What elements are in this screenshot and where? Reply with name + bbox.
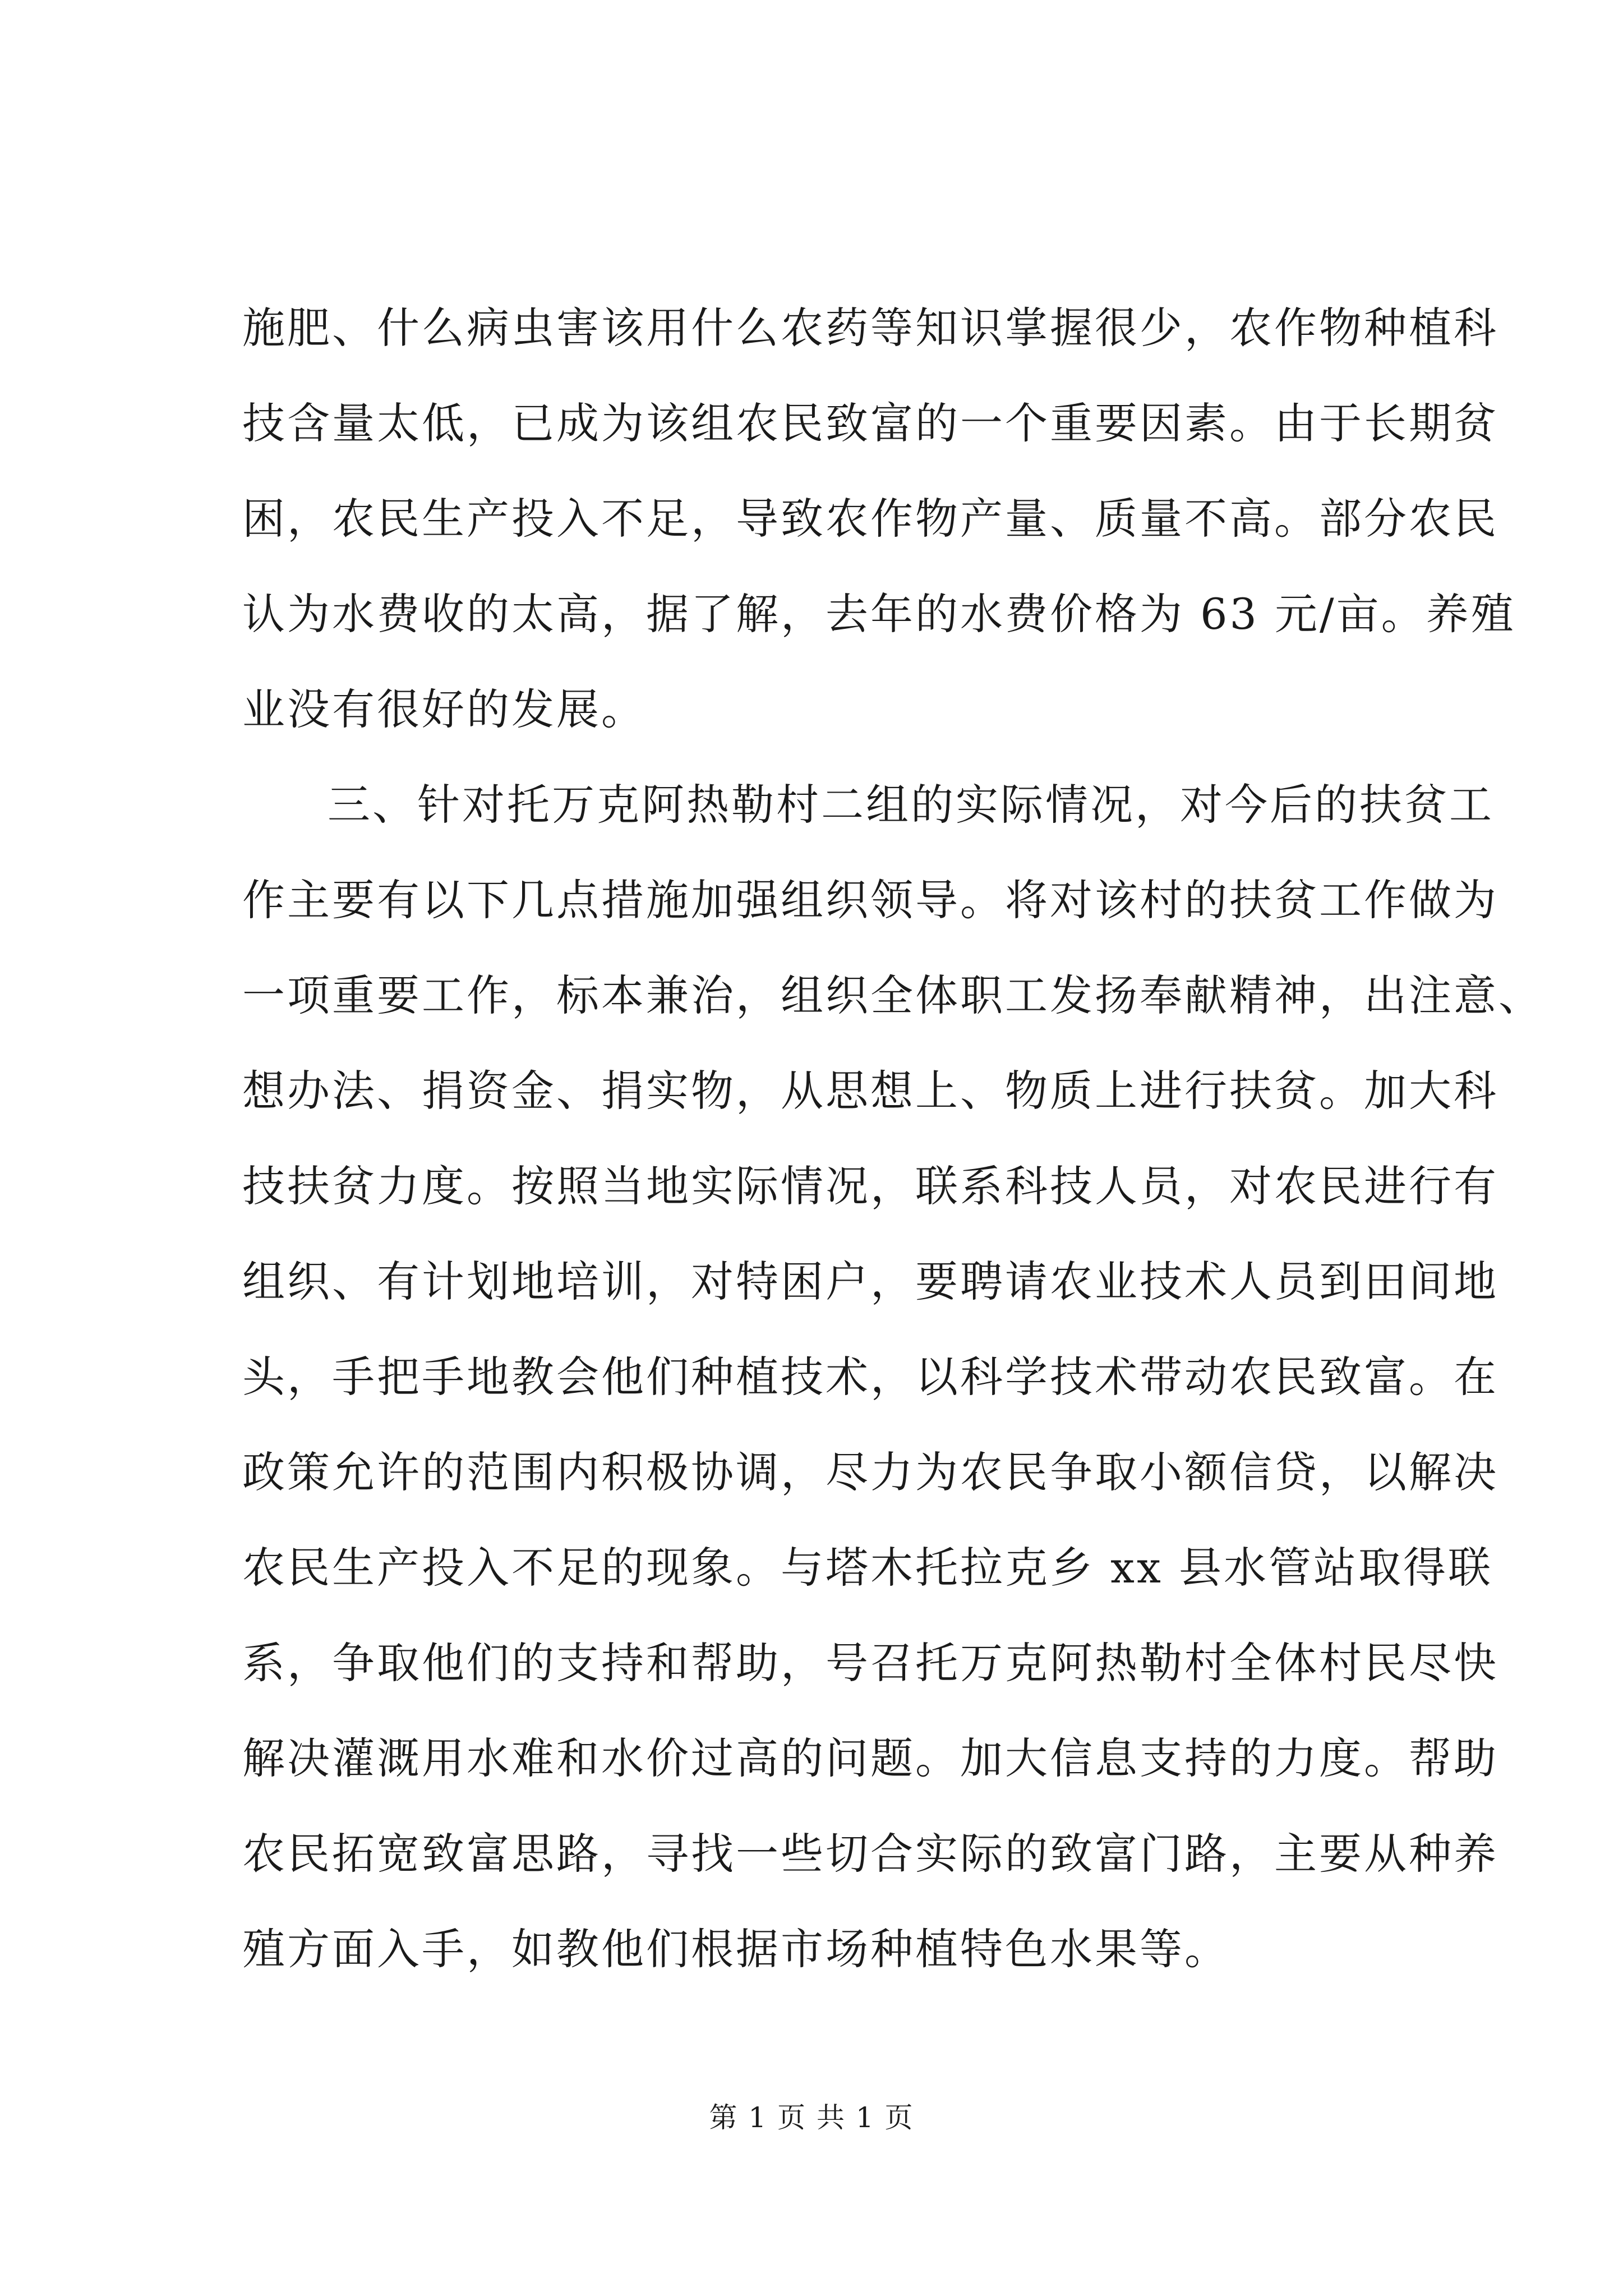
page-footer	[0, 2098, 1623, 2137]
text-line: 困，农民生产投入不足，导致农作物产量、质量不高。部分农民	[242, 494, 1498, 544]
text-line: 认为水费收的太高，据了解，去年的水费价格为 63 元/亩。养殖	[242, 589, 1516, 639]
text-line: 殖方面入手，如教他们根据市场种植特色水果等。	[242, 1924, 1229, 1974]
text-line: 想办法、捐资金、捐实物，从思想上、物质上进行扶贫。加大科	[242, 1066, 1498, 1116]
paragraph-2	[242, 757, 1543, 1997]
text-line: 一项重要工作，标本兼治，组织全体职工发扬奉献精神，出注意、	[242, 970, 1543, 1020]
text-line: 政策允许的范围内积极协调，尽力为农民争取小额信贷，以解决	[242, 1447, 1498, 1497]
text-line: 技含量太低，已成为该组农民致富的一个重要因素。由于长期贫	[242, 398, 1498, 448]
text-line: 业没有很好的发展。	[242, 684, 646, 734]
text-line: 组织、有计划地培训，对特困户，要聘请农业技术人员到田间地	[242, 1257, 1498, 1306]
text-line: 技扶贫力度。按照当地实际情况，联系科技人员，对农民进行有	[242, 1161, 1498, 1211]
text-line: 头，手把手地教会他们种植技术，以科学技术带动农民致富。在	[242, 1352, 1498, 1402]
page-number-label: 第 1 页 共 1 页	[709, 2101, 914, 2134]
body-text	[242, 280, 1543, 1997]
text-line: 作主要有以下几点措施加强组织领导。将对该村的扶贫工作做为	[242, 875, 1498, 925]
text-line: 解决灌溉用水难和水价过高的问题。加大信息支持的力度。帮助	[242, 1733, 1498, 1783]
text-line: 施肥、什么病虫害该用什么农药等知识掌握很少，农作物种植科	[242, 303, 1498, 353]
text-line: 农民生产投入不足的现象。与塔木托拉克乡 xx 县水管站取得联	[242, 1543, 1493, 1593]
paragraph-1	[242, 280, 1516, 757]
text-line: 农民拓宽致富思路，寻找一些切合实际的致富门路，主要从种养	[242, 1829, 1498, 1879]
text-line: 系，争取他们的支持和帮助，号召托万克阿热勒村全体村民尽快	[242, 1638, 1498, 1688]
text-line: 三、针对托万克阿热勒村二组的实际情况，对今后的扶贫工	[328, 780, 1494, 830]
